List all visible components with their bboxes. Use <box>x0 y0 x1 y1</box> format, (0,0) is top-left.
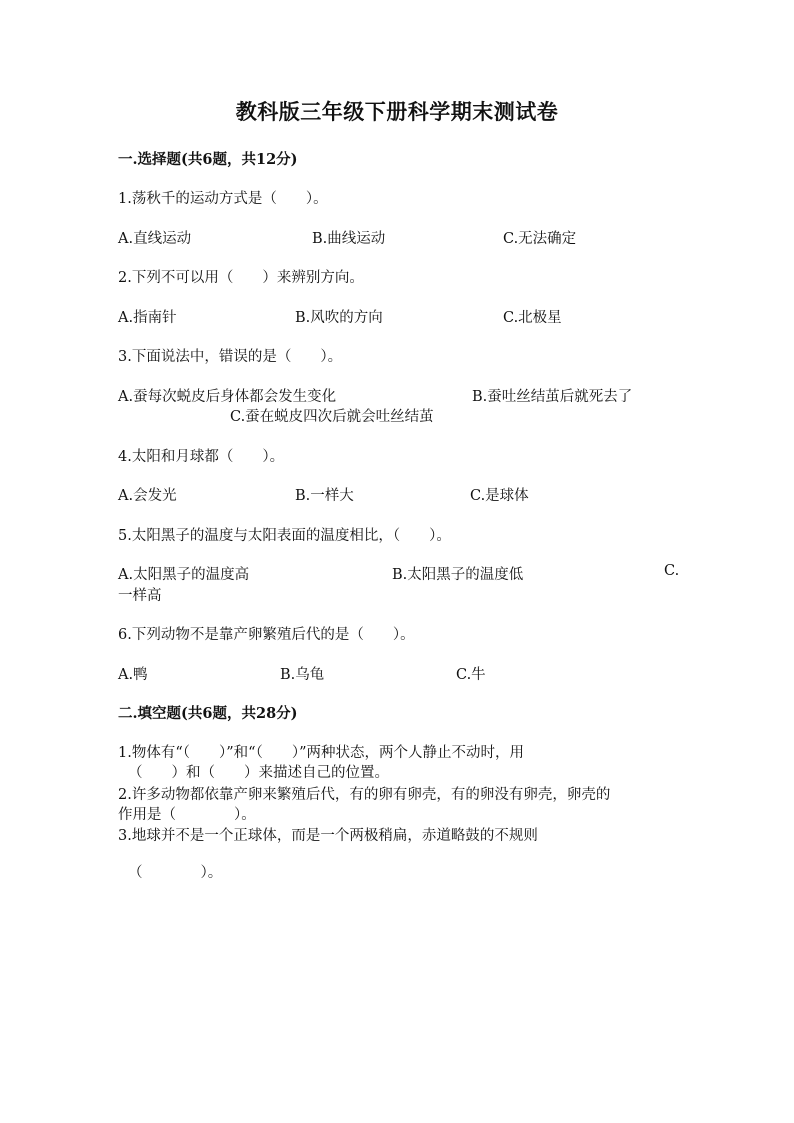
question-option: B.太阳黑子的温度低 <box>392 567 524 583</box>
fill-line: 1.物体有“（ ）”和“（ ）”两种状态，两个人静止不动时，用 <box>118 745 524 761</box>
question-option: A.蚕每次蜕皮后身体都会发生变化 <box>118 389 337 405</box>
fill-line: 3.地球并不是一个正球体，而是一个两极稍扁，赤道略鼓的不规则 <box>118 828 538 844</box>
fill-line: 2.许多动物都依靠产卵来繁殖后代，有的卵有卵壳，有的卵没有卵壳，卵壳的 <box>118 787 611 803</box>
page-title: 教科版三年级下册科学期末测试卷 <box>235 99 559 124</box>
question-option: B.曲线运动 <box>312 231 386 247</box>
question-option: C.蚕在蜕皮四次后就会吐丝结茧 <box>230 409 434 425</box>
question-option: B.蚕吐丝结茧后就死去了 <box>472 389 633 405</box>
question-option: C.无法确定 <box>503 231 577 247</box>
section-heading-fill: 二.填空题(共6题，共28分) <box>118 705 298 722</box>
question-stem: 5.太阳黑子的温度与太阳表面的温度相比，（ ）。 <box>118 528 451 544</box>
fill-line: （ ）和（ ）来描述自己的位置。 <box>128 765 389 781</box>
question-option: A.会发光 <box>118 488 177 504</box>
question-option: A.鸭 <box>118 667 148 683</box>
question-stem: 4.太阳和月球都（ ）。 <box>118 449 285 465</box>
section-heading-choice: 一.选择题(共6题，共12分) <box>118 151 298 168</box>
fill-line: （ ）。 <box>128 865 223 881</box>
question-option: A.指南针 <box>118 310 177 326</box>
question-stem: 1.荡秋千的运动方式是（ ）。 <box>118 191 328 207</box>
question-option-continued: 一样高 <box>118 588 162 604</box>
question-option: C.牛 <box>456 667 486 683</box>
question-option: B.一样大 <box>295 488 354 504</box>
question-stem: 3.下面说法中，错误的是（ ）。 <box>118 349 343 365</box>
question-stem: 2.下列不可以用（ ）来辨别方向。 <box>118 270 364 286</box>
question-option: C.北极星 <box>503 310 562 326</box>
question-option: A.太阳黑子的温度高 <box>118 567 250 583</box>
question-option: B.乌龟 <box>280 667 325 683</box>
question-option: B.风吹的方向 <box>295 310 383 326</box>
fill-line: 作用是（ ）。 <box>118 807 256 823</box>
question-stem: 6.下列动物不是靠产卵繁殖后代的是（ ）。 <box>118 627 415 643</box>
question-option: A.直线运动 <box>118 231 192 247</box>
question-option: C. <box>664 563 680 579</box>
question-option: C.是球体 <box>470 488 529 504</box>
